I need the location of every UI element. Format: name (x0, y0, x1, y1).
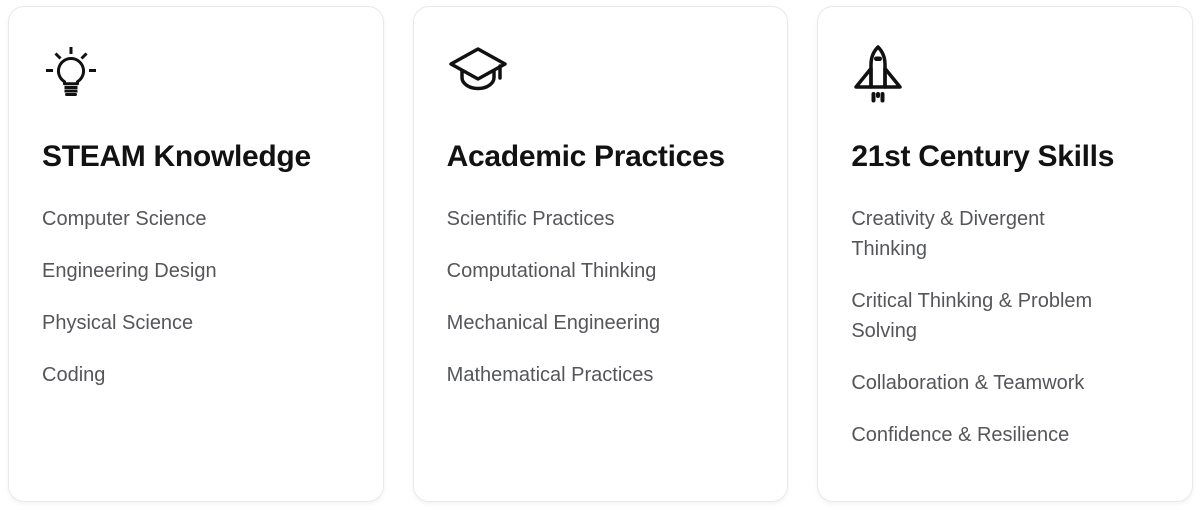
list-item: Critical Thinking & Problem Solving (851, 290, 1093, 342)
rocket-icon (851, 44, 1159, 104)
list-item: Computational Thinking (446, 260, 657, 282)
card-title: 21st Century Skills (851, 140, 1115, 173)
list-item: Collaboration & Teamwork (851, 372, 1085, 394)
list-item: Mechanical Engineering (446, 312, 661, 334)
skill-list (42, 204, 350, 390)
card-title: Academic Practices (446, 140, 725, 173)
graduation-cap-icon (447, 44, 755, 104)
card-academic-practices (413, 6, 789, 502)
list-item: Physical Science (42, 312, 194, 334)
list-item: Creativity & Divergent Thinking (851, 208, 1045, 260)
list-item: Engineering Design (42, 260, 217, 282)
card-21st-century-skills (817, 6, 1193, 502)
skill-list (851, 204, 1159, 450)
card-title: STEAM Knowledge (42, 140, 311, 173)
lightbulb-icon (42, 44, 350, 104)
list-item: Coding (42, 364, 106, 386)
list-item: Computer Science (42, 208, 207, 230)
skill-list (447, 204, 755, 390)
list-item: Mathematical Practices (446, 364, 654, 386)
card-steam-knowledge (8, 6, 384, 502)
list-item: Scientific Practices (446, 208, 615, 230)
list-item: Confidence & Resilience (851, 424, 1070, 446)
